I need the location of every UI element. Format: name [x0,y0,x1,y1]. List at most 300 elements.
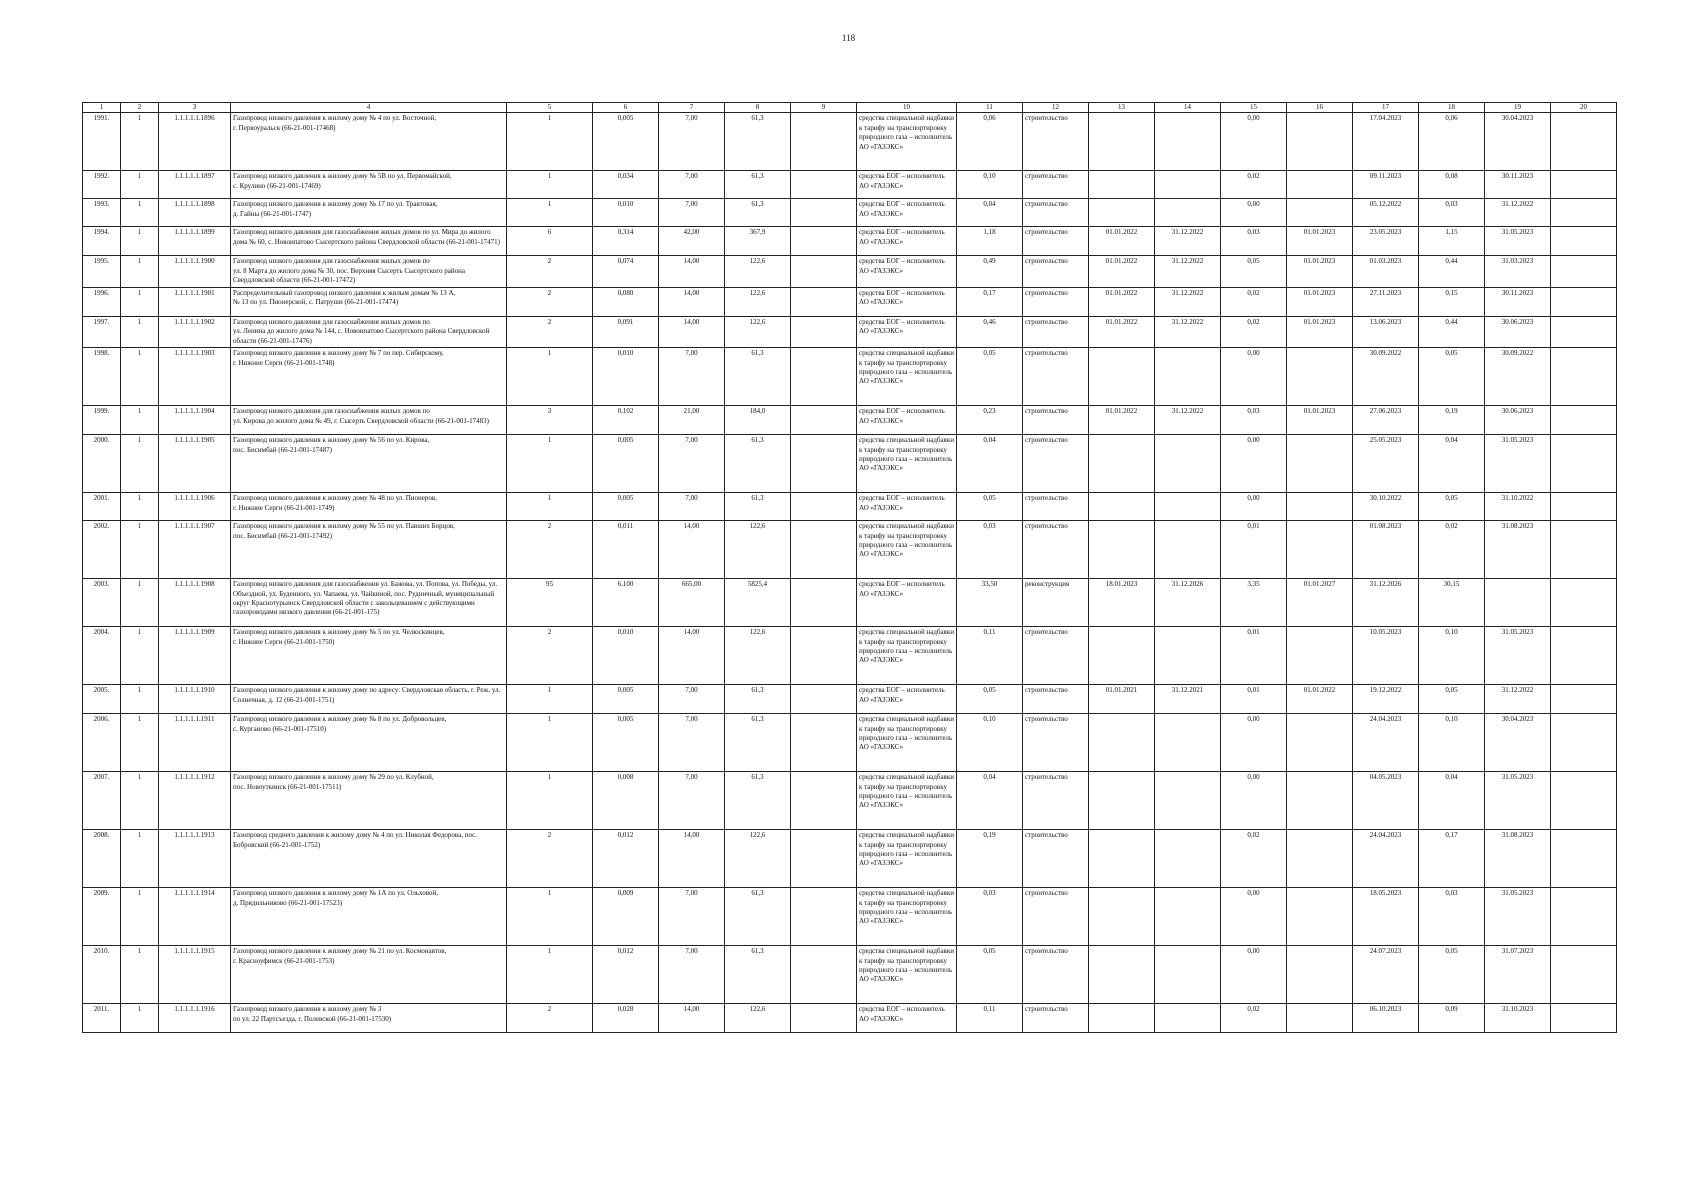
table-cell: Газопровод низкого давления к жилому дому № 21 по ул. Космонавтов, г. Красноуфимск (66-21-001-1753) [231,946,507,1004]
table-cell: средства специальной надбавки к тарифу на транспортировку природного газа – исполнитель АО «ГАЗЭКС» [857,830,957,888]
table-cell: 14,00 [659,830,725,888]
table-cell: 0,00 [1221,946,1287,1004]
table-cell [1089,348,1155,406]
table-cell [791,493,857,521]
table-cell: 1993. [83,199,121,227]
table-cell: 1 [507,493,593,521]
table-cell: 30.09.2022 [1485,348,1551,406]
table-cell [1551,113,1617,171]
table-cell: 0,05 [1419,493,1485,521]
table-row [83,888,1617,946]
table-cell: 61,3 [725,888,791,946]
table-cell [791,579,857,627]
table-cell: Газопровод низкого давления для газоснабжения жилых домов по ул. Мира до жилого дома № 60, с. Новоипатово Сысертского района Свердловской области (66-21-001-17471) [231,227,507,256]
table-cell [1287,493,1353,521]
table-cell: 1 [121,579,159,627]
table-cell: 1 [121,830,159,888]
table-cell: 61,3 [725,199,791,227]
table-cell: 31.05.2023 [1485,888,1551,946]
table-cell: 01.01.2023 [1287,287,1353,316]
table-cell [791,521,857,579]
table-cell: 2002. [83,521,121,579]
table-cell: средства ЕОГ – исполнитель АО «ГАЗЭКС» [857,579,957,627]
table-cell: 122,6 [725,1004,791,1033]
table-cell: 0,04 [957,199,1023,227]
table-cell: 1 [121,493,159,521]
table-cell: 0,04 [957,772,1023,830]
table-cell [1089,113,1155,171]
table-cell: 01.01.2022 [1089,316,1155,347]
table-cell: 1.1.1.1.1.1902 [159,316,231,347]
table-cell: 61,3 [725,685,791,714]
table-cell: 01.01.2023 [1287,316,1353,347]
table-cell: 1996. [83,287,121,316]
table-cell [1551,199,1617,227]
table-cell: Газопровод низкого давления к жилому дому № 56 по ул. Кирова, пос. Бисимбай (66-21-001-17487) [231,435,507,493]
investment-program-table [82,102,1617,1033]
table-cell: 1.1.1.1.1.1912 [159,772,231,830]
table-cell: 31.10.2023 [1485,1004,1551,1033]
table-cell: 0,06 [957,113,1023,171]
table-cell: 14,00 [659,316,725,347]
table-cell: 61,3 [725,714,791,772]
table-cell: 0,010 [593,199,659,227]
table-cell: 0,00 [1221,199,1287,227]
table-cell: 95 [507,579,593,627]
table-cell: 7,00 [659,685,725,714]
table-cell: 30.11.2023 [1485,287,1551,316]
table-cell: 2003. [83,579,121,627]
table-row [83,113,1617,171]
table-cell [1287,521,1353,579]
table-cell [1551,627,1617,685]
column-header: 5 [507,103,593,113]
table-cell: 0,02 [1221,1004,1287,1033]
table-cell: 0,49 [957,256,1023,287]
table-cell: 1.1.1.1.1.1903 [159,348,231,406]
table-cell [1287,946,1353,1004]
table-cell: 0,005 [593,685,659,714]
table-cell [1089,435,1155,493]
table-row [83,579,1617,627]
table-cell: 61,3 [725,348,791,406]
table-cell: строительство [1023,685,1089,714]
table-cell: 2 [507,1004,593,1033]
table-cell [1155,772,1221,830]
table-cell: 18.05.2023 [1353,888,1419,946]
table-cell [1089,627,1155,685]
table-cell: 04.05.2023 [1353,772,1419,830]
table-cell [791,888,857,946]
table-row [83,521,1617,579]
table-cell: 1997. [83,316,121,347]
table-cell: 122,6 [725,316,791,347]
table-cell: 31.12.2022 [1485,685,1551,714]
table-row [83,256,1617,287]
table-cell: 122,6 [725,627,791,685]
table-cell: средства специальной надбавки к тарифу на транспортировку природного газа – исполнитель АО «ГАЗЭКС» [857,435,957,493]
table-cell: 7,00 [659,714,725,772]
table-cell: 3 [507,406,593,435]
table-cell [1287,199,1353,227]
table-cell: 21,00 [659,406,725,435]
table-cell: 1994. [83,227,121,256]
table-cell: 31.12.2026 [1353,579,1419,627]
table-cell: средства специальной надбавки к тарифу на транспортировку природного газа – исполнитель АО «ГАЗЭКС» [857,946,957,1004]
table-cell: 0,012 [593,946,659,1004]
table-cell: 0,314 [593,227,659,256]
table-cell: 0,080 [593,287,659,316]
table-cell [791,113,857,171]
table-cell: 1992. [83,171,121,199]
table-cell: 0,05 [1419,946,1485,1004]
table-cell [791,256,857,287]
table-cell: 1 [121,287,159,316]
table-cell [1551,1004,1617,1033]
table-cell: 05.12.2022 [1353,199,1419,227]
table-cell: 5825,4 [725,579,791,627]
table-cell: 1 [121,521,159,579]
table-cell: 1 [121,256,159,287]
table-cell: средства ЕОГ – исполнитель АО «ГАЗЭКС» [857,227,957,256]
table-cell: строительство [1023,113,1089,171]
table-cell [1551,888,1617,946]
table-cell: 0,01 [1221,521,1287,579]
table-cell: 0,02 [1221,830,1287,888]
table-cell: строительство [1023,406,1089,435]
table-cell [791,714,857,772]
table-cell [791,685,857,714]
table-cell: 122,6 [725,830,791,888]
table-cell: строительство [1023,171,1089,199]
table-cell: Распределительный газопровод низкого давления к жилым домам № 13 А, № 13 по ул. Пионерской, с. Патруши (66-21-001-17474) [231,287,507,316]
table-cell: 0,05 [957,493,1023,521]
table-cell: Газопровод низкого давления к жилому дому № 5 по ул. Челюскинцев, г. Нижние Серги (66-21-001-1750) [231,627,507,685]
table-cell: 1 [121,171,159,199]
table-cell: 01.01.2022 [1089,227,1155,256]
table-cell: 7,00 [659,171,725,199]
table-cell [791,316,857,347]
table-cell: 0,03 [957,888,1023,946]
table-cell: 14,00 [659,256,725,287]
table-cell: 0,08 [1419,171,1485,199]
table-cell [1551,348,1617,406]
table-cell: 19.12.2022 [1353,685,1419,714]
table-cell: 7,00 [659,772,725,830]
table-cell: 1.1.1.1.1.1916 [159,1004,231,1033]
table-cell: 0,19 [1419,406,1485,435]
table-cell [1155,171,1221,199]
table-cell: средства специальной надбавки к тарифу на транспортировку природного газа – исполнитель АО «ГАЗЭКС» [857,772,957,830]
table-cell: 1 [121,1004,159,1033]
table-cell: 1999. [83,406,121,435]
table-cell: средства специальной надбавки к тарифу на транспортировку природного газа – исполнитель АО «ГАЗЭКС» [857,113,957,171]
table-cell: строительство [1023,888,1089,946]
table-row [83,1004,1617,1033]
table-cell [1155,521,1221,579]
table-cell: 0,06 [1419,113,1485,171]
table-cell: 31.03.2023 [1485,256,1551,287]
table-row [83,435,1617,493]
table-cell: Газопровод низкого давления для газоснабжения жилых домов по ул. Кирова до жилого дома № 49, г. Сысерть Свердловской области (66-21-001-17483) [231,406,507,435]
column-header: 9 [791,103,857,113]
table-cell: 30.10.2022 [1353,493,1419,521]
table-cell: 42,00 [659,227,725,256]
table-cell [1089,772,1155,830]
table-cell: 1.1.1.1.1.1904 [159,406,231,435]
table-row [83,685,1617,714]
table-row [83,627,1617,685]
table-cell: строительство [1023,199,1089,227]
table-row [83,493,1617,521]
table-cell: строительство [1023,435,1089,493]
table-row [83,348,1617,406]
table-cell [1551,316,1617,347]
table-cell [1155,435,1221,493]
table-cell: 1.1.1.1.1.1909 [159,627,231,685]
table-cell: 01.01.2023 [1287,256,1353,287]
column-header: 15 [1221,103,1287,113]
table-cell: 01.01.2022 [1089,287,1155,316]
table-cell: Газопровод низкого давления для газоснабжения ул. Бажова, ул. Попова, ул. Победы, ул. Объездной, ул. Буденного, ул. Чапаева, ул. Чайкиной, пос. Рудничный, муниципальный округ Краснотурьинск Свердловской области с закольцеванием с действующими газопроводами низкого давления (66-21-001-175) [231,579,507,627]
table-cell: 1 [121,406,159,435]
table-cell: 1995. [83,256,121,287]
table-cell: 7,00 [659,888,725,946]
column-header: 2 [121,103,159,113]
table-cell: 09.11.2023 [1353,171,1419,199]
table-cell: 1991. [83,113,121,171]
table-cell [1089,714,1155,772]
table-cell [791,772,857,830]
table-cell: 0,005 [593,493,659,521]
table-cell: 7,00 [659,348,725,406]
table-cell: 0,05 [957,685,1023,714]
table-cell: 1.1.1.1.1.1901 [159,287,231,316]
table-cell: 1 [507,171,593,199]
column-header: 17 [1353,103,1419,113]
table-cell: средства специальной надбавки к тарифу на транспортировку природного газа – исполнитель АО «ГАЗЭКС» [857,521,957,579]
table-cell: 3,35 [1221,579,1287,627]
table-cell [1089,1004,1155,1033]
table-cell: строительство [1023,287,1089,316]
table-cell: 1.1.1.1.1.1914 [159,888,231,946]
table-cell: средства ЕОГ – исполнитель АО «ГАЗЭКС» [857,287,957,316]
table-cell: Газопровод низкого давления к жилому дому № 48 по ул. Пионеров, г. Нижние Серги (66-21-001-1749) [231,493,507,521]
table-cell: Газопровод низкого давления к жилому дому № 7 по пер. Сибирскому, г. Нижние Серги (66-21-001-1748) [231,348,507,406]
table-cell: 1.1.1.1.1.1908 [159,579,231,627]
table-cell: 1 [121,435,159,493]
table-cell: 0,46 [957,316,1023,347]
table-cell: 0,02 [1419,521,1485,579]
table-cell: 0,00 [1221,714,1287,772]
table-cell [1089,199,1155,227]
table-cell: 31.12.2026 [1155,579,1221,627]
table-cell: 184,0 [725,406,791,435]
table-row [83,830,1617,888]
table-cell [1551,772,1617,830]
table-cell: 7,00 [659,199,725,227]
table-cell: 0,012 [593,830,659,888]
table-cell: Газопровод низкого давления к жилому дому № 29 по ул. Клубной, пос. Новоуткинск (66-21-001-17511) [231,772,507,830]
table-cell: 122,6 [725,287,791,316]
column-header: 14 [1155,103,1221,113]
table-cell: средства специальной надбавки к тарифу на транспортировку природного газа – исполнитель АО «ГАЗЭКС» [857,888,957,946]
table-cell [1287,171,1353,199]
table-cell [1155,946,1221,1004]
table-cell: строительство [1023,714,1089,772]
table-cell [791,946,857,1004]
table-cell: 1 [507,435,593,493]
table-cell: 31.05.2023 [1485,772,1551,830]
table-cell: 0,00 [1221,888,1287,946]
table-cell [791,1004,857,1033]
table-cell: 0,00 [1221,435,1287,493]
table-cell: 01.08.2023 [1353,521,1419,579]
table-cell: 14,00 [659,627,725,685]
table-cell: 61,3 [725,772,791,830]
table-cell: 2011. [83,1004,121,1033]
table-cell [1155,830,1221,888]
column-header: 10 [857,103,957,113]
table-cell [1551,685,1617,714]
table-cell: 0,03 [957,521,1023,579]
table-cell [1551,714,1617,772]
table-cell [1551,579,1617,627]
table-cell: 1 [121,199,159,227]
table-cell: строительство [1023,316,1089,347]
table-cell: 1 [507,714,593,772]
table-cell: 0,04 [1419,435,1485,493]
table-cell: строительство [1023,256,1089,287]
table-cell [1551,256,1617,287]
table-cell: 31.08.2023 [1485,521,1551,579]
table-cell: 61,3 [725,113,791,171]
table-row [83,171,1617,199]
table-cell [1551,287,1617,316]
table-cell: 122,6 [725,256,791,287]
table-cell: 1.1.1.1.1.1915 [159,946,231,1004]
column-number-row [83,103,1617,113]
table-cell: 01.01.2023 [1287,227,1353,256]
column-header: 4 [231,103,507,113]
table-cell: строительство [1023,946,1089,1004]
column-header: 20 [1551,103,1617,113]
column-header: 8 [725,103,791,113]
table-cell: 31.12.2022 [1155,227,1221,256]
table-cell: средства ЕОГ – исполнитель АО «ГАЗЭКС» [857,171,957,199]
table-row [83,199,1617,227]
table-cell: 1 [507,199,593,227]
table-cell: 2010. [83,946,121,1004]
table-cell: 14,00 [659,287,725,316]
table-cell: 01.01.2022 [1089,406,1155,435]
table-cell: 1,18 [957,227,1023,256]
column-header: 16 [1287,103,1353,113]
table-cell: 7,00 [659,113,725,171]
table-cell: 0,00 [1221,113,1287,171]
table-cell [1485,579,1551,627]
table-cell: 0,03 [1419,199,1485,227]
table-cell: 0,05 [957,348,1023,406]
table-cell: Газопровод низкого давления к жилому дому № 5В по ул. Первомайской, с. Крулино (66-21-001-17469) [231,171,507,199]
table-cell [1551,830,1617,888]
column-header: 18 [1419,103,1485,113]
table-cell: 31.07.2023 [1485,946,1551,1004]
table-cell: 0,09 [1419,1004,1485,1033]
table-cell [791,348,857,406]
table-cell: 61,3 [725,493,791,521]
table-cell: 0,03 [1419,888,1485,946]
table-cell: 31.05.2023 [1485,627,1551,685]
table-cell: 30,15 [1419,579,1485,627]
table-cell [1551,521,1617,579]
table-cell: строительство [1023,627,1089,685]
table-cell: 61,3 [725,435,791,493]
table-cell [1287,435,1353,493]
table-cell: 2008. [83,830,121,888]
table-cell: 31.12.2022 [1155,316,1221,347]
table-cell: 0,05 [1419,685,1485,714]
table-cell: 2 [507,287,593,316]
table-cell [1287,1004,1353,1033]
table-cell: 18.01.2023 [1089,579,1155,627]
table-cell: 14,00 [659,1004,725,1033]
table-cell: 0,17 [957,287,1023,316]
table-cell: 1.1.1.1.1.1900 [159,256,231,287]
table-cell: Газопровод низкого давления к жилому дому № 55 по ул. Павших Борцов, пос. Бисимбай (66-21-001-17492) [231,521,507,579]
table-cell [1155,888,1221,946]
table-cell: строительство [1023,227,1089,256]
table-cell [1089,830,1155,888]
table-cell: 30.06.2023 [1485,406,1551,435]
table-cell: 1 [507,888,593,946]
table-cell: 1.1.1.1.1.1905 [159,435,231,493]
table-cell: строительство [1023,348,1089,406]
table-cell: средства специальной надбавки к тарифу на транспортировку природного газа – исполнитель АО «ГАЗЭКС» [857,714,957,772]
table-cell [1089,888,1155,946]
page-number: 118 [841,33,856,43]
table-cell: 7,00 [659,946,725,1004]
table-cell: 1.1.1.1.1.1906 [159,493,231,521]
column-header: 13 [1089,103,1155,113]
table-cell: средства ЕОГ – исполнитель АО «ГАЗЭКС» [857,199,957,227]
table-cell [791,171,857,199]
table-cell: 0,11 [957,1004,1023,1033]
table-cell: 31.12.2021 [1155,685,1221,714]
table-cell: 0,05 [1221,256,1287,287]
table-cell: 1.1.1.1.1.1913 [159,830,231,888]
table-cell: 1.1.1.1.1.1898 [159,199,231,227]
table-cell [1287,830,1353,888]
table-cell: Газопровод низкого давления для газоснабжения жилых домов по ул. 8 Марта до жилого дома № 30, пос. Верхняя Сысерть Сысертского района Свердловской области (66-21-001-17472) [231,256,507,287]
table-cell: 0,03 [1221,406,1287,435]
table-cell [1287,888,1353,946]
table-cell: 2006. [83,714,121,772]
table-cell: 2007. [83,772,121,830]
table-cell: 1 [507,685,593,714]
table-cell [1551,435,1617,493]
table-cell: средства ЕОГ – исполнитель АО «ГАЗЭКС» [857,316,957,347]
table-cell: 27.06.2023 [1353,406,1419,435]
table-cell: 01.01.2023 [1287,406,1353,435]
table-cell: 367,9 [725,227,791,256]
table-cell: 33,50 [957,579,1023,627]
table-cell: 1 [121,888,159,946]
table-cell: средства ЕОГ – исполнитель АО «ГАЗЭКС» [857,406,957,435]
table-row [83,714,1617,772]
table-cell [1287,772,1353,830]
table-cell [1287,714,1353,772]
